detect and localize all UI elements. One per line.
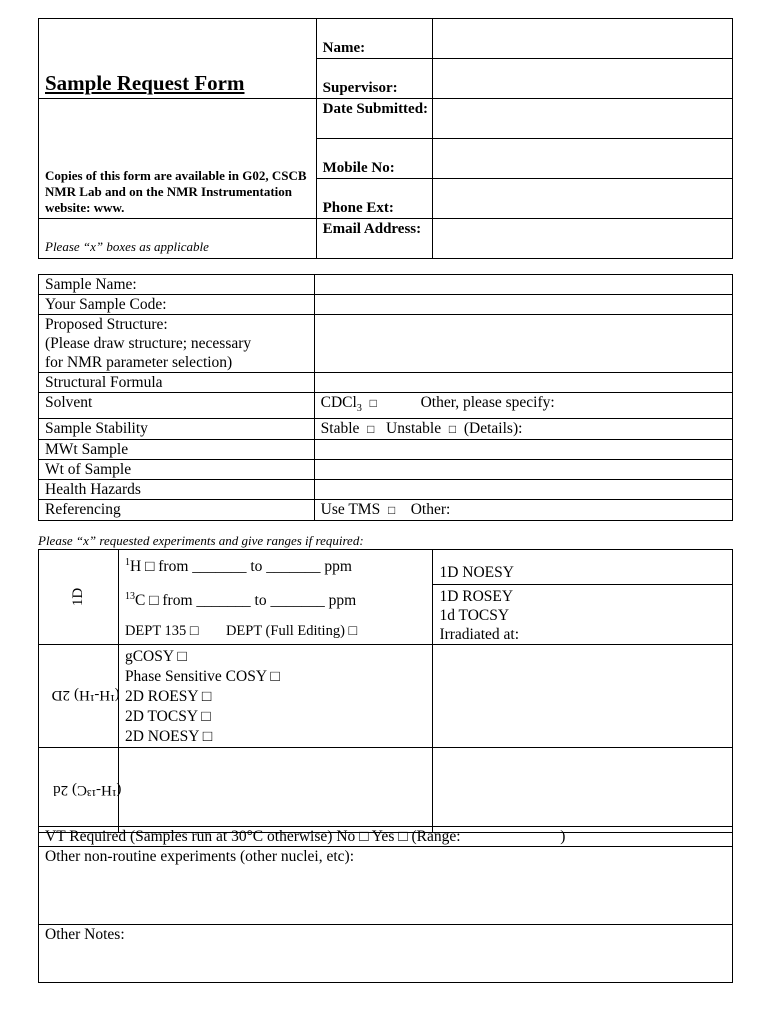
- hazards-label: Health Hazards: [39, 480, 315, 500]
- other-experiments-cell[interactable]: [39, 847, 733, 925]
- solvent-options: [314, 393, 732, 419]
- date-label: Date Submitted:: [316, 99, 432, 139]
- solvent-other-text: Other, please specify:: [420, 394, 555, 411]
- dept135-option[interactable]: DEPT 135 □: [124, 623, 199, 640]
- h-superscript: 1: [124, 557, 130, 568]
- date-field[interactable]: [432, 99, 732, 139]
- solvent-label: Solvent: [39, 393, 315, 419]
- cdcl3-checkbox[interactable]: □: [369, 396, 377, 410]
- experiments-note: Please “x” requested experiments and give ranges if required:: [38, 533, 364, 548]
- copies-cell: [39, 99, 317, 219]
- twod-hh-options: [118, 645, 433, 748]
- stability-options: [314, 419, 732, 440]
- oned-extra-cell: [433, 550, 733, 645]
- proposed-structure-label: [39, 315, 315, 373]
- gcosy-option[interactable]: gCOSY □: [124, 648, 187, 665]
- form-title: Sample Request Form: [45, 71, 245, 95]
- name-label: Name:: [316, 19, 432, 59]
- sample-info-table: [38, 274, 733, 521]
- structural-formula-label: Structural Formula: [39, 373, 315, 393]
- referencing-options: [314, 500, 732, 521]
- c-range-line[interactable]: C □ from _______ to _______ ppm: [134, 592, 357, 610]
- copies-note: Copies of this form are available in G02, CSCB NMR Lab and on the NMR Instrumentation website: www.: [45, 168, 307, 215]
- proposed-structure-field[interactable]: [314, 315, 732, 373]
- twod-hh-label-cell: [39, 645, 119, 748]
- irradiated-label: Irradiated at:: [439, 626, 520, 643]
- referencing-label: Referencing: [39, 500, 315, 521]
- dept-full-option[interactable]: DEPT (Full Editing) □: [225, 623, 358, 640]
- supervisor-label: Supervisor:: [316, 59, 432, 99]
- tocsy-2d-option[interactable]: 2D TOCSY □: [124, 708, 211, 725]
- email-label: Email Address:: [316, 219, 432, 259]
- wt-label: Wt of Sample: [39, 460, 315, 480]
- mobile-field[interactable]: [432, 139, 732, 179]
- supervisor-field[interactable]: [432, 59, 732, 99]
- oned-options: [118, 550, 433, 645]
- noesy-2d-option[interactable]: 2D NOESY □: [124, 728, 213, 745]
- unstable-text: Unstable: [386, 420, 442, 438]
- ref-other-text: Other:: [410, 501, 451, 519]
- other-notes-cell[interactable]: [39, 925, 733, 983]
- stable-text: Stable: [320, 420, 360, 438]
- mark-cell: [39, 219, 317, 259]
- sample-name-field[interactable]: [314, 275, 732, 295]
- twod-hh-label: [51, 672, 120, 718]
- twod-hc-options[interactable]: [118, 748, 433, 833]
- twod-hh-notes[interactable]: [433, 645, 733, 748]
- twod-hc-title: 2d: [52, 782, 68, 798]
- ps-cosy-option[interactable]: Phase Sensitive COSY □: [124, 668, 280, 685]
- phone-label: Phone Ext:: [316, 179, 432, 219]
- other-notes-label: Other Notes:: [45, 926, 125, 943]
- other-experiments-label: Other non-routine experiments (other nuclei, etc):: [45, 848, 355, 865]
- mobile-label: Mobile No:: [316, 139, 432, 179]
- oned-label-cell: [39, 550, 119, 645]
- solvent-cdcl3-text: CDCl: [320, 394, 357, 411]
- hazards-field[interactable]: [314, 480, 732, 500]
- noesy-1d-option[interactable]: 1D NOESY: [439, 564, 514, 581]
- twod-hc-label: [51, 765, 122, 814]
- stable-checkbox[interactable]: □: [367, 422, 375, 437]
- h-range-line[interactable]: H □ from _______ to _______ ppm: [129, 558, 352, 576]
- structural-formula-field[interactable]: [314, 373, 732, 393]
- sample-code-label: Your Sample Code:: [39, 295, 315, 315]
- vt-row: [39, 827, 733, 847]
- sample-name-label: Sample Name:: [39, 275, 315, 295]
- unstable-checkbox[interactable]: □: [448, 422, 457, 437]
- use-tms-text: Use TMS: [320, 501, 381, 519]
- stability-label: Sample Stability: [39, 419, 315, 440]
- phone-field[interactable]: [432, 179, 732, 219]
- c-superscript: 13: [124, 591, 135, 603]
- structure-hint-2: for NMR parameter selection): [45, 354, 233, 371]
- sample-code-field[interactable]: [314, 295, 732, 315]
- oned-label: 1D: [70, 587, 87, 606]
- vt-text[interactable]: VT Required (Samples run at 30°C otherwise) No □ Yes □ (Range:: [45, 828, 461, 845]
- mwt-label: MWt Sample: [39, 440, 315, 460]
- twod-hh-title: 2D: [51, 687, 70, 703]
- title-cell: [39, 19, 317, 99]
- mark-note: Please “x” boxes as applicable: [45, 239, 209, 254]
- rosey-1d-option[interactable]: 1D ROSEY: [439, 588, 514, 605]
- solvent-subscript: 3: [356, 403, 362, 415]
- proposed-structure-text: Proposed Structure:: [45, 316, 168, 333]
- mwt-field[interactable]: [314, 440, 732, 460]
- wt-field[interactable]: [314, 460, 732, 480]
- bottom-table: [38, 826, 733, 983]
- roesy-2d-option[interactable]: 2D ROESY □: [124, 688, 212, 705]
- twod-hc-label-cell: [39, 748, 122, 833]
- tms-checkbox[interactable]: □: [387, 503, 396, 518]
- twod-hc-notes[interactable]: [433, 748, 733, 833]
- structure-hint-1: (Please draw structure; necessary: [45, 335, 252, 352]
- header-table: [38, 18, 733, 259]
- details-text: (Details):: [463, 420, 523, 438]
- email-field[interactable]: [432, 219, 732, 259]
- name-field[interactable]: [432, 19, 732, 59]
- experiments-table: [38, 549, 733, 833]
- tocsy-1d-option[interactable]: 1d TOCSY: [439, 607, 510, 624]
- twod-hc-subtitle: (¹H-¹³C): [71, 782, 122, 798]
- vt-close: ): [560, 828, 566, 845]
- twod-hh-subtitle: (¹H-¹H): [73, 687, 120, 703]
